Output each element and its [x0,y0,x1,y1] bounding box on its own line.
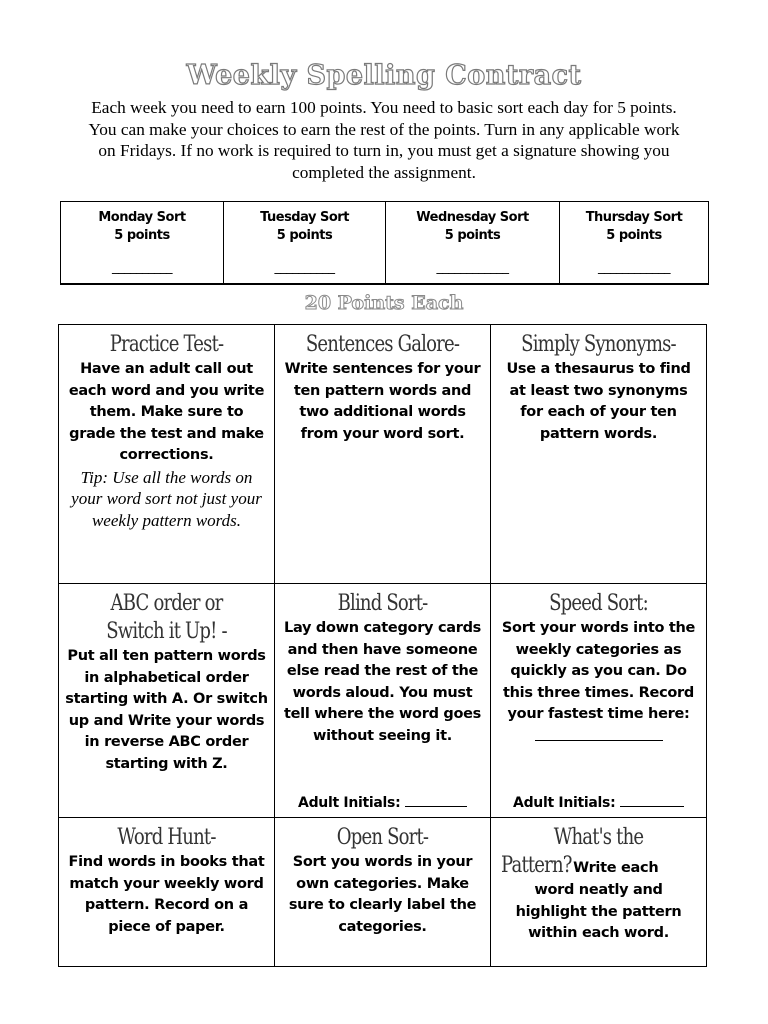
sort-cell-thursday [560,202,708,283]
choice-practice-test [59,325,275,584]
choice-body: word neatly and highlight the pattern within each word. [515,882,682,941]
choice-sentences-galore [275,325,491,584]
adult-initials-line [275,794,490,811]
choice-speed-sort [491,584,706,818]
choice-body-inline: Write each [573,860,659,876]
sort-points: 5 points [444,228,501,243]
contract-title: Weekly Spelling Contract [186,60,582,91]
choice-title: Practice Test- [109,332,224,357]
choice-title: Speed Sort: [549,591,648,616]
intro-paragraph: Each week you need to earn 100 points. You need to basic sort each day for 5 points. You can make your choices to earn the rest of the points. Turn in any applicable work on Fridays. If no work is required to turn in, you must get a signature showing you completed the assignment. [88,98,680,182]
choice-title: ABC order or [110,591,223,616]
time-blank-row [497,728,700,746]
choice-word-hunt [59,818,275,966]
pattern-title-row [497,852,700,880]
sort-day: Thursday Sort [585,210,683,225]
sort-points: 5 points [114,228,170,243]
choice-body: Lay down category cards and then have someone else read the rest of the words aloud. You must tell where the word goes without seeing it. [283,620,482,744]
choice-body: Write sentences for your ten pattern words and two additional words from your word sort. [284,361,481,442]
adult-initials-line [491,794,706,811]
initials-label: Adult Initials: [513,795,616,811]
choice-grid [58,324,707,967]
choice-title: Blind Sort- [337,591,428,616]
choice-whats-the-pattern [491,818,706,966]
choice-title: What's the [553,825,644,850]
sort-day: Monday Sort [98,210,186,225]
sort-cell-monday [61,202,224,283]
choice-simply-synonyms [491,325,706,584]
choice-title: Word Hunt- [117,825,216,850]
sort-cell-wednesday [386,202,560,283]
choice-body: Find words in books that match your weekly word pattern. Record on a piece of paper. [68,854,265,935]
sort-day: Wednesday Sort [416,210,529,225]
signature-line: ____________ [598,260,670,275]
initials-blank [405,794,467,807]
points-heading: 20 Points Each [304,292,464,314]
sort-cell-tuesday [224,202,386,283]
choice-body: Have an adult call out each word and you write them. Make sure to grade the test and make corrections. [68,361,265,463]
sort-day: Tuesday Sort [260,210,349,225]
signature-line: __________ [274,260,335,275]
choice-body: Put all ten pattern words in alphabetical order starting with A. Or switch up and Write your words in reverse ABC order starting with Z. [65,648,268,772]
signature-line: ____________ [436,260,509,275]
sort-points: 5 points [606,228,662,243]
time-blank [535,728,663,741]
initials-blank [620,794,684,807]
choice-body: Sort you words in your own categories. Make sure to clearly label the categories. [288,854,477,935]
choice-blind-sort [275,584,491,818]
choice-open-sort [275,818,491,966]
choice-title: Sentences Galore- [305,332,460,357]
initials-label: Adult Initials: [298,795,401,811]
choice-tip: Tip: Use all the words on your word sort not just your weekly pattern words. [71,467,262,530]
signature-line: __________ [112,260,172,275]
daily-sort-table [60,201,709,285]
choice-abc-order [59,584,275,818]
choice-title: Pattern? [501,853,572,878]
choice-body: Use a thesaurus to find at least two synonyms for each of your ten pattern words. [506,361,691,442]
choice-title: Switch it Up! - [106,619,227,644]
choice-title: Simply Synonyms- [521,332,676,357]
choice-title: Open Sort- [336,825,429,850]
sort-points: 5 points [276,228,333,243]
choice-body: Sort your words into the weekly categories as quickly as you can. Do this three times. Record your fastest time here: [501,620,696,722]
